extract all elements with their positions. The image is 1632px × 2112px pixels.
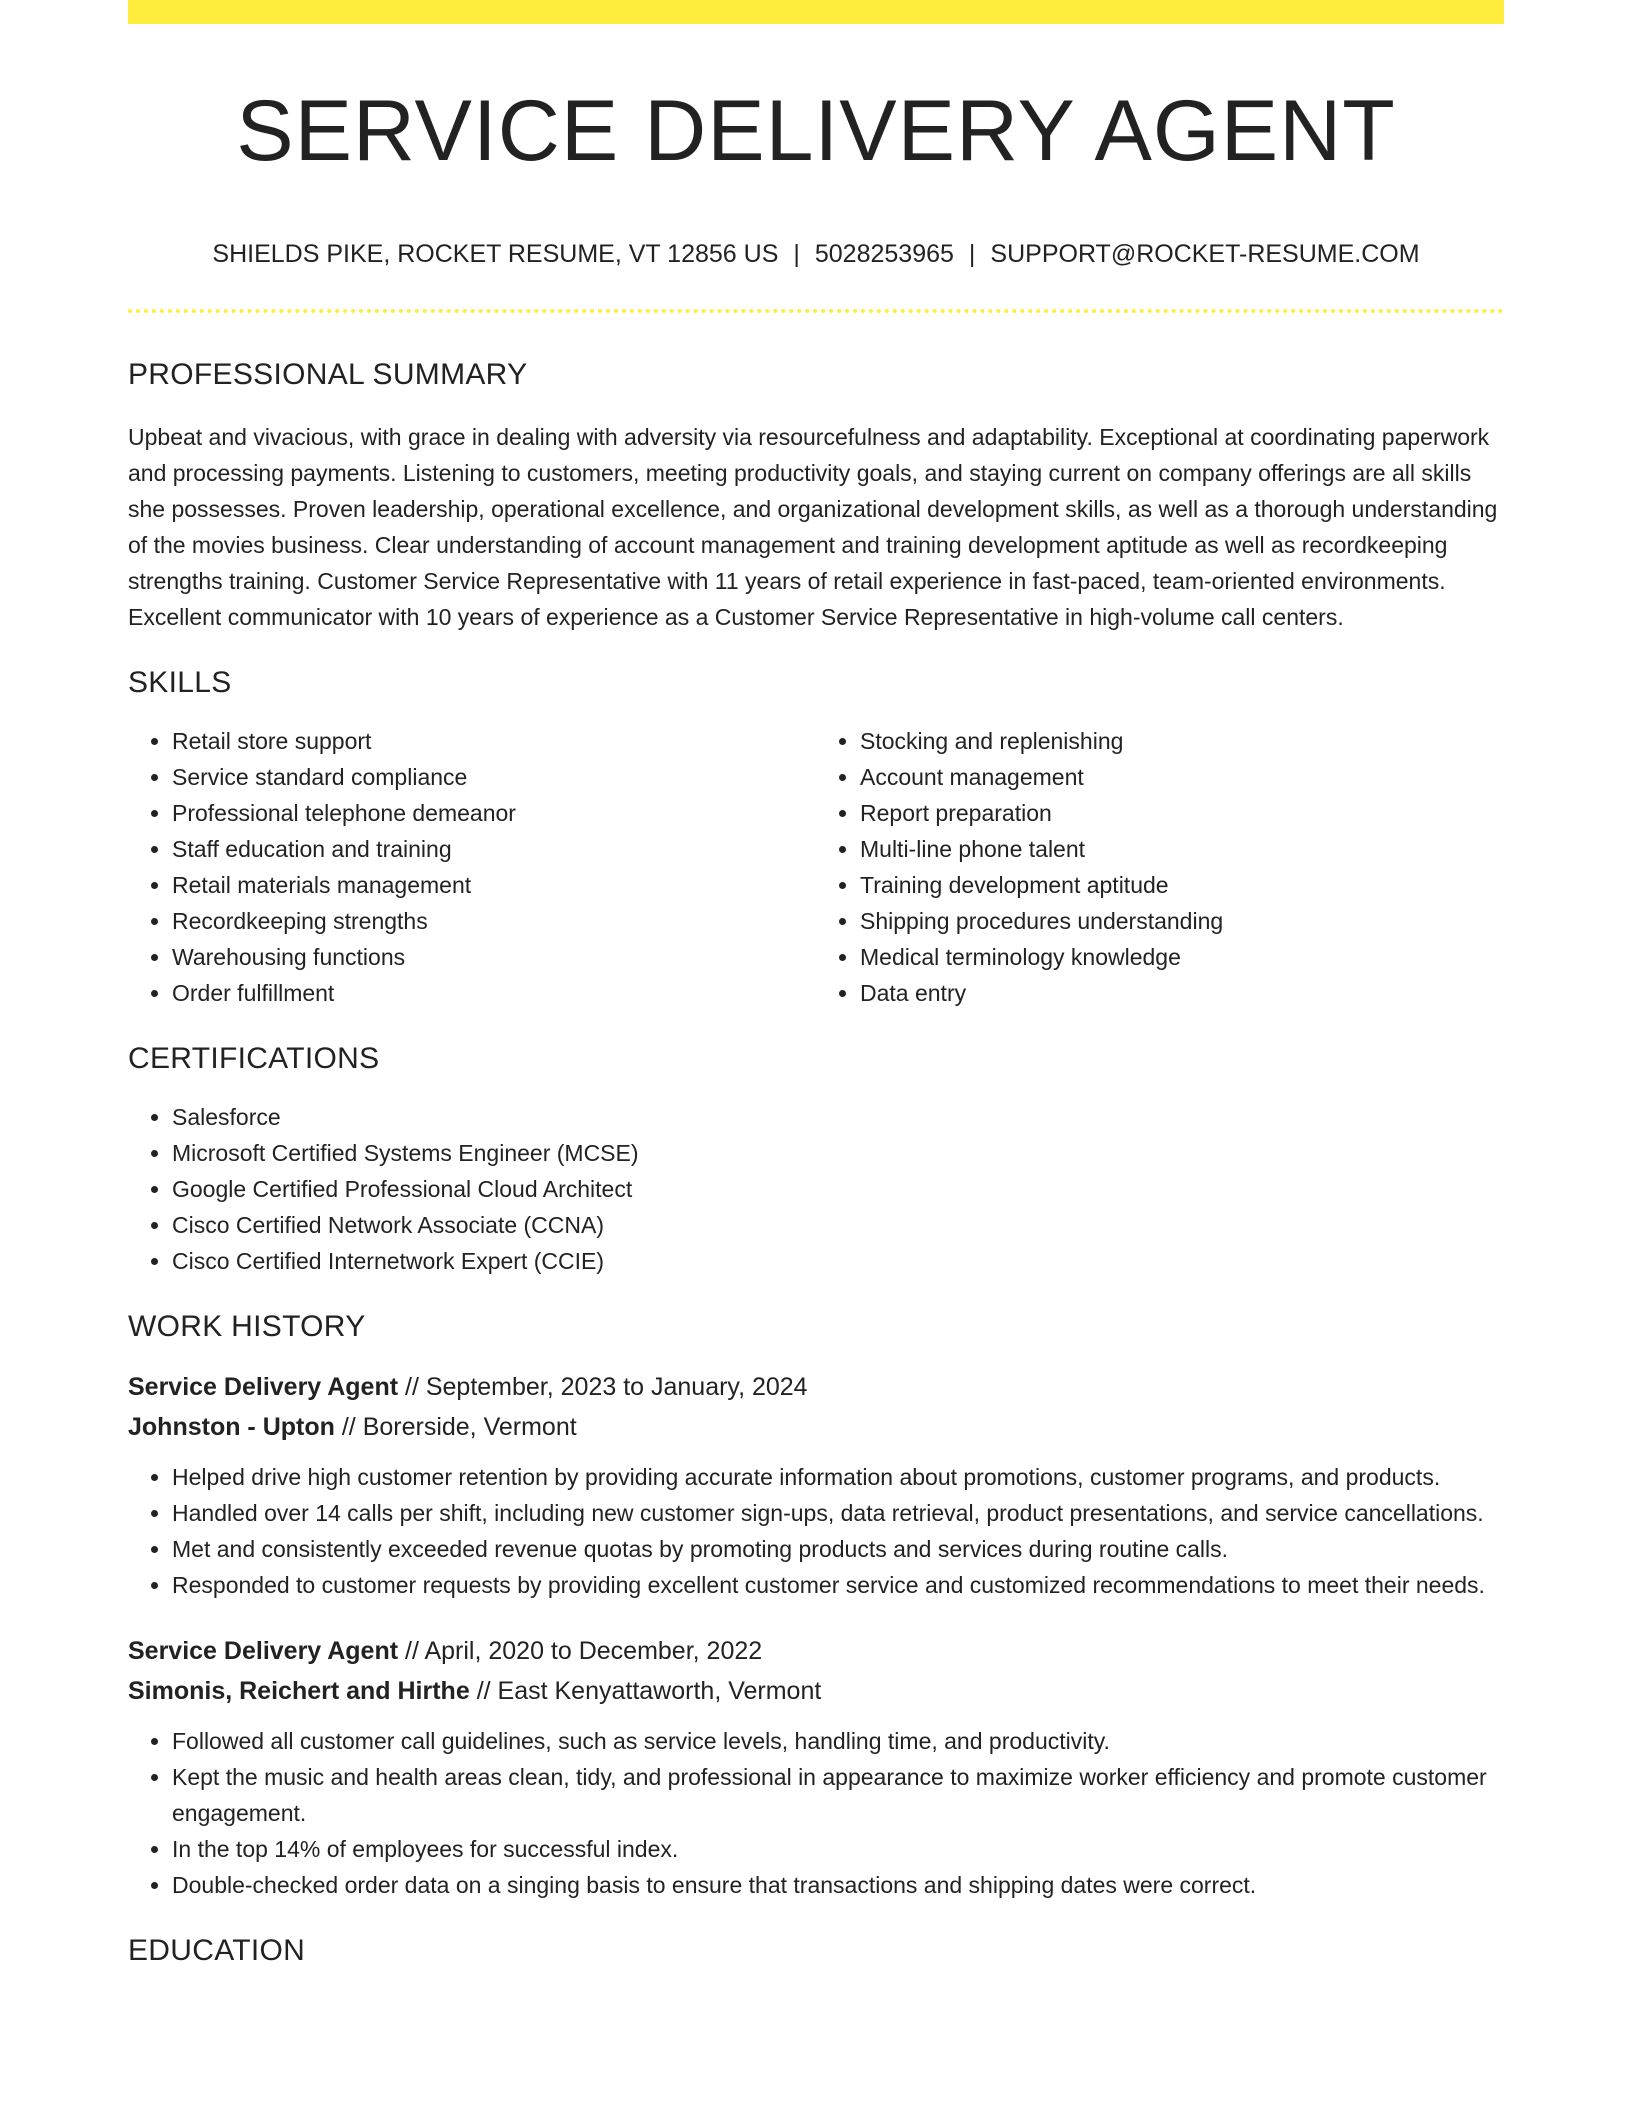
job-bullet: • Double-checked order data on a singing basis to ensure that transactions and shipping dates were correct. [172,1867,1504,1903]
skill-item: • Stocking and replenishing [860,723,1504,759]
skill-item: • Multi-line phone talent [860,831,1504,867]
job-bullet-list [128,1723,1504,1903]
work-history-heading: WORK HISTORY [128,1309,366,1343]
skills-left-column [128,723,816,1011]
contact-email: SUPPORT@ROCKET-RESUME.COM [990,239,1420,268]
certification-item: • Cisco Certified Internetwork Expert (CCIE) [172,1243,1504,1279]
contact-separator: | [968,239,976,268]
certification-item: • Salesforce [172,1099,1504,1135]
skill-item: • Training development aptitude [860,867,1504,903]
skill-item: • Recordkeeping strengths [172,903,816,939]
certifications-heading: CERTIFICATIONS [128,1041,380,1075]
job-role-line [128,1367,1504,1407]
skill-item: • Order fulfillment [172,975,816,1011]
skills-grid [128,723,1504,1011]
skill-item: • Shipping procedures understanding [860,903,1504,939]
contact-separator: | [793,239,800,268]
job-company: Johnston - Upton [128,1412,335,1441]
summary-heading: PROFESSIONAL SUMMARY [128,357,528,391]
skill-item: • Staff education and training [172,831,816,867]
skills-heading: SKILLS [128,665,232,699]
skill-item: • Retail materials management [172,867,816,903]
top-accent-bar [128,0,1504,24]
job-location: // East Kenyattaworth, Vermont [469,1676,822,1705]
job-bullet: • Helped drive high customer retention by providing accurate information about promotions, customer programs, and products. [172,1459,1504,1495]
skill-item: • Retail store support [172,723,816,759]
job-bullet: • In the top 14% of employees for successful index. [172,1831,1504,1867]
job-location: // Borerside, Vermont [334,1412,577,1441]
certification-item: • Cisco Certified Network Associate (CCNA) [172,1207,1504,1243]
summary-text: Upbeat and vivacious, with grace in dealing with adversity via resourcefulness and adaptability. Exceptional at coordinating paperwork and processing payments. Listening to customers, meeting productivity goals, and staying current on company offerings are all skills she possesses. Proven leadership, operational excellence, and organizational development skills, as well as a thorough understanding of the movies business. Clear understanding of account management and training development aptitude as well as recordkeeping strengths training. Customer Service Representative with 11 years of retail experience in fast-paced, team-oriented environments. Excellent communicator with 10 years of experience as a Customer Service Representative in high-volume call centers. [128,423,1498,630]
contact-address: SHIELDS PIKE, ROCKET RESUME, VT 12856 US [212,239,779,268]
job-dates: // September, 2023 to January, 2024 [398,1372,808,1401]
job-bullet-list [128,1459,1504,1603]
job-company: Simonis, Reichert and Hirthe [128,1676,470,1705]
job-role-line [128,1631,1504,1671]
dotted-divider [128,309,1504,313]
skill-item: • Warehousing functions [172,939,816,975]
contact-line [128,239,1504,269]
job-company-line [128,1407,1504,1447]
job-dates: // April, 2020 to December, 2022 [398,1636,763,1665]
certification-item: • Google Certified Professional Cloud Architect [172,1171,1504,1207]
contact-phone: 5028253965 [814,239,954,268]
certification-item: • Microsoft Certified Systems Engineer (MCSE) [172,1135,1504,1171]
job-entry [128,1367,1504,1447]
job-bullet: • Responded to customer requests by providing excellent customer service and customized recommendations to meet their needs. [172,1567,1504,1603]
skills-right-column [816,723,1504,1011]
job-bullet: • Met and consistently exceeded revenue quotas by promoting products and services during routine calls. [172,1531,1504,1567]
job-company-line [128,1671,1504,1711]
resume-page [128,0,1504,1969]
certifications-list [128,1099,1504,1279]
job-bullet: • Kept the music and health areas clean, tidy, and professional in appearance to maximize worker efficiency and promote customer engagement. [172,1759,1504,1831]
job-bullet: • Handled over 14 calls per shift, including new customer sign-ups, data retrieval, product presentations, and service cancellations. [172,1495,1504,1531]
job-role: Service Delivery Agent [128,1636,399,1665]
skill-item: • Data entry [860,975,1504,1011]
education-heading: EDUCATION [128,1933,306,1967]
skill-item: • Account management [860,759,1504,795]
skill-item: • Medical terminology knowledge [860,939,1504,975]
job-bullet: • Followed all customer call guidelines, such as service levels, handling time, and productivity. [172,1723,1504,1759]
skill-item: • Professional telephone demeanor [172,795,816,831]
skill-item: • Service standard compliance [172,759,816,795]
resume-title: SERVICE DELIVERY AGENT [236,83,1396,179]
skill-item: • Report preparation [860,795,1504,831]
job-role: Service Delivery Agent [128,1372,399,1401]
job-entry [128,1631,1504,1711]
